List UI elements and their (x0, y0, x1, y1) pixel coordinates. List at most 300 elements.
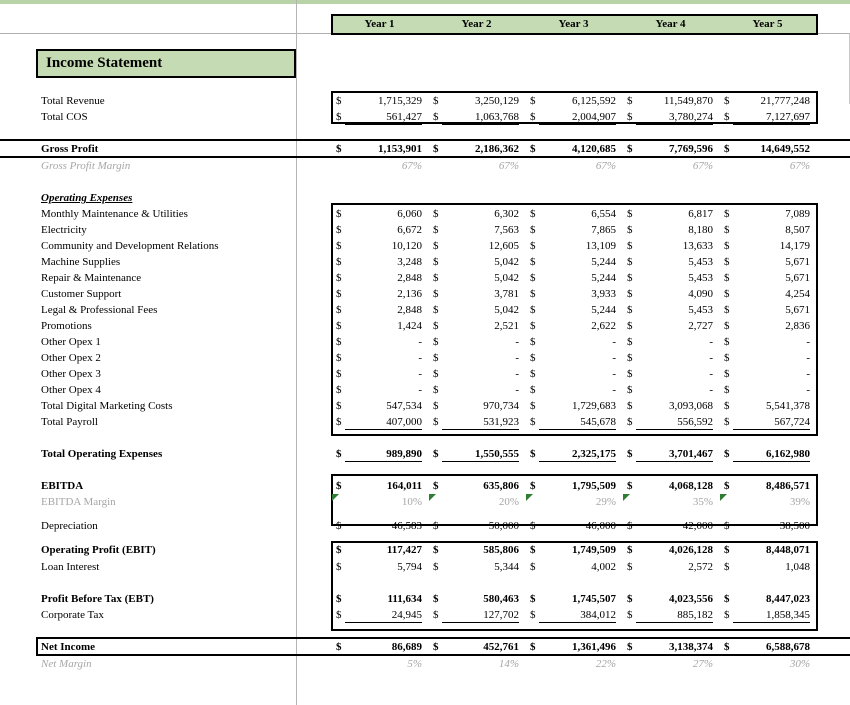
row-label-corporate-tax: Corporate Tax (41, 609, 104, 621)
currency-symbol: $ (433, 272, 439, 284)
table-cell-net-income-y4: 3,138,374 (669, 641, 713, 653)
currency-symbol: $ (724, 520, 730, 532)
currency-symbol: $ (724, 368, 730, 380)
table-row-legal-professional (0, 302, 850, 318)
row-label-other-opex-4: Other Opex 4 (41, 384, 101, 396)
currency-symbol: $ (336, 240, 342, 252)
table-cell-profit-before-tax-y2: 580,463 (483, 593, 519, 605)
table-cell-ebitda-y3: 1,795,509 (572, 480, 616, 492)
cell-comment-triangle-icon (623, 494, 630, 501)
table-cell-gross-profit-margin-y2: 67% (498, 160, 519, 172)
table-cell-depreciation-y1: 46,583 (391, 520, 422, 532)
currency-symbol: $ (433, 240, 439, 252)
table-cell-customer-support-y4: 4,090 (688, 288, 713, 300)
row-label-electricity: Electricity (41, 224, 87, 236)
currency-symbol: $ (627, 320, 633, 332)
table-cell-net-income-y2: 452,761 (483, 641, 519, 653)
currency-symbol: $ (530, 448, 536, 460)
table-cell-net-margin-y3: 22% (595, 658, 616, 670)
currency-symbol: $ (530, 208, 536, 220)
table-cell-loan-interest-y4: 2,572 (688, 561, 713, 573)
table-cell-electricity-y3: 7,865 (591, 224, 616, 236)
currency-symbol: $ (627, 304, 633, 316)
row-label-depreciation: Depreciation (41, 520, 98, 532)
table-row-profit-before-tax (0, 591, 850, 607)
table-cell-machine-supplies-y5: 5,671 (785, 256, 810, 268)
table-cell-net-margin-y1: 5% (407, 658, 422, 670)
accounting-underline (733, 622, 810, 623)
table-cell-total-revenue-y1: 1,715,329 (378, 95, 422, 107)
accounting-underline (733, 461, 810, 462)
currency-symbol: $ (433, 256, 439, 268)
currency-symbol: $ (724, 352, 730, 364)
currency-symbol: $ (433, 95, 439, 107)
currency-symbol: $ (433, 336, 439, 348)
table-cell-corporate-tax-y2: 127,702 (483, 609, 519, 621)
currency-symbol: $ (336, 320, 342, 332)
table-cell-depreciation-y3: 46,000 (585, 520, 616, 532)
currency-symbol: $ (336, 304, 342, 316)
currency-symbol: $ (433, 593, 439, 605)
table-cell-total-revenue-y4: 11,549,870 (663, 95, 713, 107)
row-label-operating-profit: Operating Profit (EBIT) (41, 544, 156, 556)
currency-symbol: $ (530, 224, 536, 236)
table-row-community-relations (0, 238, 850, 254)
currency-symbol: $ (433, 111, 439, 123)
table-row-net-margin (0, 656, 850, 672)
currency-symbol: $ (724, 224, 730, 236)
row-label-gross-profit: Gross Profit (41, 143, 99, 155)
currency-symbol: $ (724, 240, 730, 252)
accounting-underline (733, 124, 810, 125)
table-cell-other-opex-4-y5: - (806, 384, 810, 396)
table-cell-gross-profit-margin-y1: 67% (401, 160, 422, 172)
cell-comment-triangle-icon (332, 494, 339, 501)
column-header-year-5: Year 5 (752, 18, 783, 30)
table-cell-ebitda-margin-y4: 35% (692, 496, 713, 508)
currency-symbol: $ (724, 320, 730, 332)
table-cell-promotions-y3: 2,622 (591, 320, 616, 332)
table-cell-total-cos-y2: 1,063,768 (475, 111, 519, 123)
table-cell-repair-maintenance-y3: 5,244 (591, 272, 616, 284)
currency-symbol: $ (336, 111, 342, 123)
table-cell-ebitda-y4: 4,068,128 (669, 480, 713, 492)
currency-symbol: $ (433, 561, 439, 573)
currency-symbol: $ (433, 304, 439, 316)
table-cell-digital-marketing-y5: 5,541,378 (766, 400, 810, 412)
currency-symbol: $ (724, 208, 730, 220)
table-cell-legal-professional-y1: 2,848 (397, 304, 422, 316)
table-cell-electricity-y2: 7,563 (494, 224, 519, 236)
table-cell-repair-maintenance-y2: 5,042 (494, 272, 519, 284)
table-cell-net-margin-y2: 14% (498, 658, 519, 670)
row-label-other-opex-1: Other Opex 1 (41, 336, 101, 348)
table-cell-total-operating-expenses-y1: 989,890 (386, 448, 422, 460)
table-cell-community-relations-y5: 14,179 (779, 240, 810, 252)
currency-symbol: $ (433, 352, 439, 364)
table-cell-community-relations-y4: 13,633 (682, 240, 713, 252)
cell-comment-triangle-icon (526, 494, 533, 501)
table-cell-promotions-y1: 1,424 (397, 320, 422, 332)
table-cell-total-operating-expenses-y4: 3,701,467 (669, 448, 713, 460)
accounting-underline (442, 429, 519, 430)
currency-symbol: $ (724, 416, 730, 428)
row-label-other-opex-2: Other Opex 2 (41, 352, 101, 364)
table-cell-corporate-tax-y3: 384,012 (580, 609, 616, 621)
currency-symbol: $ (724, 336, 730, 348)
table-cell-ebitda-margin-y2: 20% (498, 496, 519, 508)
currency-symbol: $ (724, 272, 730, 284)
table-cell-digital-marketing-y4: 3,093,068 (669, 400, 713, 412)
currency-symbol: $ (627, 256, 633, 268)
accounting-underline (442, 124, 519, 125)
table-cell-net-income-y3: 1,361,496 (572, 641, 616, 653)
accounting-underline (345, 461, 422, 462)
table-row-total-payroll (0, 414, 850, 430)
currency-symbol: $ (433, 288, 439, 300)
table-cell-other-opex-2-y4: - (709, 352, 713, 364)
currency-symbol: $ (336, 609, 342, 621)
row-label-machine-supplies: Machine Supplies (41, 256, 121, 268)
table-cell-other-opex-3-y4: - (709, 368, 713, 380)
currency-symbol: $ (336, 448, 342, 460)
row-label-community-relations: Community and Development Relations (41, 240, 219, 252)
currency-symbol: $ (627, 641, 633, 653)
currency-symbol: $ (627, 288, 633, 300)
accounting-underline (636, 461, 713, 462)
table-cell-operating-profit-y1: 117,427 (386, 544, 422, 556)
currency-symbol: $ (336, 224, 342, 236)
table-cell-ebitda-margin-y1: 10% (401, 496, 422, 508)
table-cell-ebitda-margin-y5: 39% (789, 496, 810, 508)
table-cell-ebitda-y5: 8,486,571 (766, 480, 810, 492)
currency-symbol: $ (530, 480, 536, 492)
table-cell-promotions-y4: 2,727 (688, 320, 713, 332)
currency-symbol: $ (433, 143, 439, 155)
table-cell-net-income-y1: 86,689 (391, 641, 422, 653)
currency-symbol: $ (336, 384, 342, 396)
currency-symbol: $ (433, 224, 439, 236)
currency-symbol: $ (433, 384, 439, 396)
table-cell-promotions-y2: 2,521 (494, 320, 519, 332)
currency-symbol: $ (627, 593, 633, 605)
table-cell-digital-marketing-y1: 547,534 (386, 400, 422, 412)
currency-symbol: $ (724, 256, 730, 268)
table-row-corporate-tax (0, 607, 850, 623)
currency-symbol: $ (433, 609, 439, 621)
currency-symbol: $ (724, 480, 730, 492)
currency-symbol: $ (433, 448, 439, 460)
table-cell-corporate-tax-y1: 24,945 (391, 609, 422, 621)
statement-title-box (36, 49, 296, 78)
row-label-monthly-maintenance: Monthly Maintenance & Utilities (41, 208, 188, 220)
accounting-underline (539, 461, 616, 462)
column-header-year-3: Year 3 (558, 18, 589, 30)
table-cell-gross-profit-y3: 4,120,685 (572, 143, 616, 155)
section-header-operating-expenses: Operating Expenses (41, 192, 133, 204)
top-accent-strip (0, 0, 850, 4)
table-cell-depreciation-y4: 42,000 (682, 520, 713, 532)
currency-symbol: $ (336, 288, 342, 300)
table-row-loan-interest (0, 559, 850, 575)
row-label-total-cos: Total COS (41, 111, 88, 123)
table-row-total-operating-expenses (0, 446, 850, 462)
table-cell-loan-interest-y5: 1,048 (785, 561, 810, 573)
currency-symbol: $ (627, 416, 633, 428)
table-cell-digital-marketing-y2: 970,734 (483, 400, 519, 412)
table-cell-corporate-tax-y5: 1,858,345 (766, 609, 810, 621)
currency-symbol: $ (530, 520, 536, 532)
currency-symbol: $ (433, 544, 439, 556)
table-cell-profit-before-tax-y1: 111,634 (387, 593, 422, 605)
table-cell-other-opex-2-y3: - (612, 352, 616, 364)
currency-symbol: $ (336, 336, 342, 348)
table-cell-gross-profit-margin-y3: 67% (595, 160, 616, 172)
table-cell-operating-profit-y2: 585,806 (483, 544, 519, 556)
currency-symbol: $ (530, 384, 536, 396)
table-cell-loan-interest-y2: 5,344 (494, 561, 519, 573)
currency-symbol: $ (724, 561, 730, 573)
table-cell-other-opex-4-y4: - (709, 384, 713, 396)
currency-symbol: $ (530, 641, 536, 653)
table-cell-total-payroll-y4: 556,592 (677, 416, 713, 428)
table-cell-loan-interest-y3: 4,002 (591, 561, 616, 573)
row-label-promotions: Promotions (41, 320, 92, 332)
cell-comment-triangle-icon (720, 494, 727, 501)
table-cell-legal-professional-y2: 5,042 (494, 304, 519, 316)
table-row-other-opex-2 (0, 350, 850, 366)
currency-symbol: $ (530, 240, 536, 252)
table-cell-repair-maintenance-y1: 2,848 (397, 272, 422, 284)
currency-symbol: $ (627, 208, 633, 220)
currency-symbol: $ (530, 352, 536, 364)
table-cell-monthly-maintenance-y5: 7,089 (785, 208, 810, 220)
table-cell-net-margin-y4: 27% (692, 658, 713, 670)
table-cell-monthly-maintenance-y3: 6,554 (591, 208, 616, 220)
currency-symbol: $ (530, 288, 536, 300)
accounting-underline (636, 124, 713, 125)
table-cell-total-cos-y5: 7,127,697 (766, 111, 810, 123)
table-cell-repair-maintenance-y4: 5,453 (688, 272, 713, 284)
currency-symbol: $ (627, 95, 633, 107)
currency-symbol: $ (433, 416, 439, 428)
currency-symbol: $ (530, 272, 536, 284)
currency-symbol: $ (336, 352, 342, 364)
currency-symbol: $ (627, 111, 633, 123)
table-cell-other-opex-3-y3: - (612, 368, 616, 380)
table-cell-promotions-y5: 2,836 (785, 320, 810, 332)
table-cell-electricity-y5: 8,507 (785, 224, 810, 236)
accounting-underline (345, 124, 422, 125)
currency-symbol: $ (433, 368, 439, 380)
currency-symbol: $ (336, 593, 342, 605)
table-cell-total-operating-expenses-y2: 1,550,555 (475, 448, 519, 460)
currency-symbol: $ (627, 561, 633, 573)
currency-symbol: $ (530, 95, 536, 107)
page-title: Income Statement (46, 55, 163, 71)
table-cell-machine-supplies-y4: 5,453 (688, 256, 713, 268)
row-label-loan-interest: Loan Interest (41, 561, 100, 573)
table-cell-total-cos-y1: 561,427 (386, 111, 422, 123)
currency-symbol: $ (530, 609, 536, 621)
table-row-total-cos (0, 109, 850, 125)
table-cell-other-opex-1-y2: - (515, 336, 519, 348)
table-cell-other-opex-1-y5: - (806, 336, 810, 348)
currency-symbol: $ (336, 480, 342, 492)
table-cell-total-operating-expenses-y3: 2,325,175 (572, 448, 616, 460)
table-cell-depreciation-y5: 38,500 (779, 520, 810, 532)
table-cell-gross-profit-y4: 7,769,596 (669, 143, 713, 155)
table-cell-total-cos-y4: 3,780,274 (669, 111, 713, 123)
table-cell-customer-support-y5: 4,254 (785, 288, 810, 300)
table-row-gross-profit (0, 141, 850, 157)
currency-symbol: $ (336, 272, 342, 284)
accounting-underline (442, 622, 519, 623)
table-cell-operating-profit-y4: 4,026,128 (669, 544, 713, 556)
row-label-net-margin: Net Margin (41, 658, 92, 670)
table-cell-machine-supplies-y1: 3,248 (397, 256, 422, 268)
currency-symbol: $ (627, 520, 633, 532)
currency-symbol: $ (627, 336, 633, 348)
currency-symbol: $ (724, 384, 730, 396)
table-cell-total-payroll-y3: 545,678 (580, 416, 616, 428)
row-label-repair-maintenance: Repair & Maintenance (41, 272, 142, 284)
table-cell-gross-profit-margin-y5: 67% (789, 160, 810, 172)
accounting-underline (636, 429, 713, 430)
table-row-other-opex-3 (0, 366, 850, 382)
accounting-underline (539, 124, 616, 125)
currency-symbol: $ (336, 143, 342, 155)
table-row-depreciation (0, 518, 850, 534)
currency-symbol: $ (336, 561, 342, 573)
table-cell-other-opex-1-y4: - (709, 336, 713, 348)
table-cell-other-opex-4-y3: - (612, 384, 616, 396)
table-cell-other-opex-2-y2: - (515, 352, 519, 364)
currency-symbol: $ (433, 641, 439, 653)
table-cell-legal-professional-y4: 5,453 (688, 304, 713, 316)
table-cell-ebitda-y2: 635,806 (483, 480, 519, 492)
currency-symbol: $ (530, 593, 536, 605)
row-label-legal-professional: Legal & Professional Fees (41, 304, 158, 316)
table-cell-loan-interest-y1: 5,794 (397, 561, 422, 573)
table-row-ebitda (0, 478, 850, 494)
table-cell-ebitda-y1: 164,011 (386, 480, 422, 492)
currency-symbol: $ (530, 143, 536, 155)
currency-symbol: $ (724, 304, 730, 316)
currency-symbol: $ (724, 609, 730, 621)
currency-symbol: $ (627, 480, 633, 492)
table-cell-community-relations-y1: 10,120 (391, 240, 422, 252)
row-label-total-operating-expenses: Total Operating Expenses (41, 448, 163, 460)
table-row-digital-marketing (0, 398, 850, 414)
table-cell-corporate-tax-y4: 885,182 (677, 609, 713, 621)
currency-symbol: $ (530, 368, 536, 380)
table-cell-gross-profit-margin-y4: 67% (692, 160, 713, 172)
currency-symbol: $ (336, 544, 342, 556)
table-cell-other-opex-4-y1: - (418, 384, 422, 396)
cell-comment-triangle-icon (429, 494, 436, 501)
row-label-ebitda-margin: EBITDA Margin (41, 496, 116, 508)
currency-symbol: $ (724, 448, 730, 460)
table-cell-other-opex-3-y5: - (806, 368, 810, 380)
table-cell-monthly-maintenance-y4: 6,817 (688, 208, 713, 220)
row-label-ebitda: EBITDA (41, 480, 84, 492)
currency-symbol: $ (724, 111, 730, 123)
currency-symbol: $ (336, 256, 342, 268)
table-cell-customer-support-y2: 3,781 (494, 288, 519, 300)
table-cell-monthly-maintenance-y1: 6,060 (397, 208, 422, 220)
currency-symbol: $ (627, 224, 633, 236)
currency-symbol: $ (433, 208, 439, 220)
currency-symbol: $ (627, 240, 633, 252)
row-label-net-income: Net Income (41, 641, 96, 653)
currency-symbol: $ (530, 400, 536, 412)
table-cell-other-opex-2-y1: - (418, 352, 422, 364)
table-cell-net-income-y5: 6,588,678 (766, 641, 810, 653)
table-cell-operating-profit-y3: 1,749,509 (572, 544, 616, 556)
currency-symbol: $ (336, 641, 342, 653)
accounting-underline (539, 429, 616, 430)
table-cell-monthly-maintenance-y2: 6,302 (494, 208, 519, 220)
currency-symbol: $ (724, 143, 730, 155)
row-label-total-revenue: Total Revenue (41, 95, 105, 107)
table-cell-customer-support-y3: 3,933 (591, 288, 616, 300)
table-cell-total-revenue-y5: 21,777,248 (760, 95, 810, 107)
accounting-underline (539, 622, 616, 623)
accounting-underline (345, 622, 422, 623)
accounting-underline (442, 461, 519, 462)
table-cell-profit-before-tax-y3: 1,745,507 (572, 593, 616, 605)
table-cell-community-relations-y2: 12,605 (488, 240, 519, 252)
table-cell-customer-support-y1: 2,136 (397, 288, 422, 300)
table-cell-total-operating-expenses-y5: 6,162,980 (766, 448, 810, 460)
table-cell-gross-profit-y1: 1,153,901 (378, 143, 422, 155)
table-cell-total-cos-y3: 2,004,907 (572, 111, 616, 123)
currency-symbol: $ (627, 448, 633, 460)
accounting-underline (345, 429, 422, 430)
currency-symbol: $ (724, 400, 730, 412)
table-row-machine-supplies (0, 254, 850, 270)
table-row-electricity (0, 222, 850, 238)
table-cell-legal-professional-y3: 5,244 (591, 304, 616, 316)
currency-symbol: $ (724, 641, 730, 653)
currency-symbol: $ (530, 416, 536, 428)
table-cell-other-opex-3-y2: - (515, 368, 519, 380)
accounting-underline (636, 622, 713, 623)
table-row-promotions (0, 318, 850, 334)
currency-symbol: $ (724, 593, 730, 605)
table-cell-gross-profit-y2: 2,186,362 (475, 143, 519, 155)
table-cell-community-relations-y3: 13,109 (585, 240, 616, 252)
table-cell-gross-profit-y5: 14,649,552 (760, 143, 810, 155)
currency-symbol: $ (627, 384, 633, 396)
table-row-other-opex-1 (0, 334, 850, 350)
currency-symbol: $ (336, 416, 342, 428)
table-cell-operating-profit-y5: 8,448,071 (766, 544, 810, 556)
table-cell-total-payroll-y5: 567,724 (774, 416, 810, 428)
table-row-monthly-maintenance (0, 206, 850, 222)
currency-symbol: $ (530, 544, 536, 556)
currency-symbol: $ (336, 368, 342, 380)
column-header-year-1: Year 1 (364, 18, 395, 30)
currency-symbol: $ (627, 544, 633, 556)
table-cell-digital-marketing-y3: 1,729,683 (572, 400, 616, 412)
table-cell-ebitda-margin-y3: 29% (595, 496, 616, 508)
currency-symbol: $ (433, 320, 439, 332)
currency-symbol: $ (627, 400, 633, 412)
currency-symbol: $ (530, 111, 536, 123)
table-cell-total-revenue-y2: 3,250,129 (475, 95, 519, 107)
